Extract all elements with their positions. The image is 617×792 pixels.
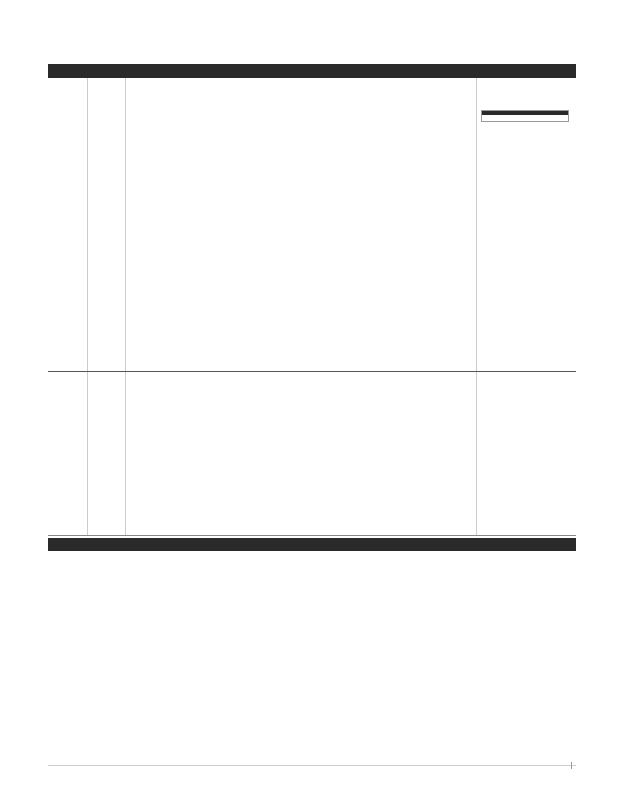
common-option-box	[481, 110, 569, 122]
package-header	[48, 538, 576, 551]
trim-row-noblesse	[48, 372, 576, 536]
option-list	[477, 372, 576, 404]
page-footer	[48, 765, 576, 766]
feature-list	[126, 78, 477, 371]
trim-price	[88, 372, 126, 535]
trim-price	[88, 78, 126, 371]
trim-name	[48, 372, 88, 535]
trim-name	[48, 78, 88, 371]
option-list	[477, 78, 576, 138]
table-header	[48, 64, 576, 78]
trim-row-prestige	[48, 78, 576, 372]
footer-divider	[571, 762, 572, 769]
feature-list	[126, 372, 477, 535]
